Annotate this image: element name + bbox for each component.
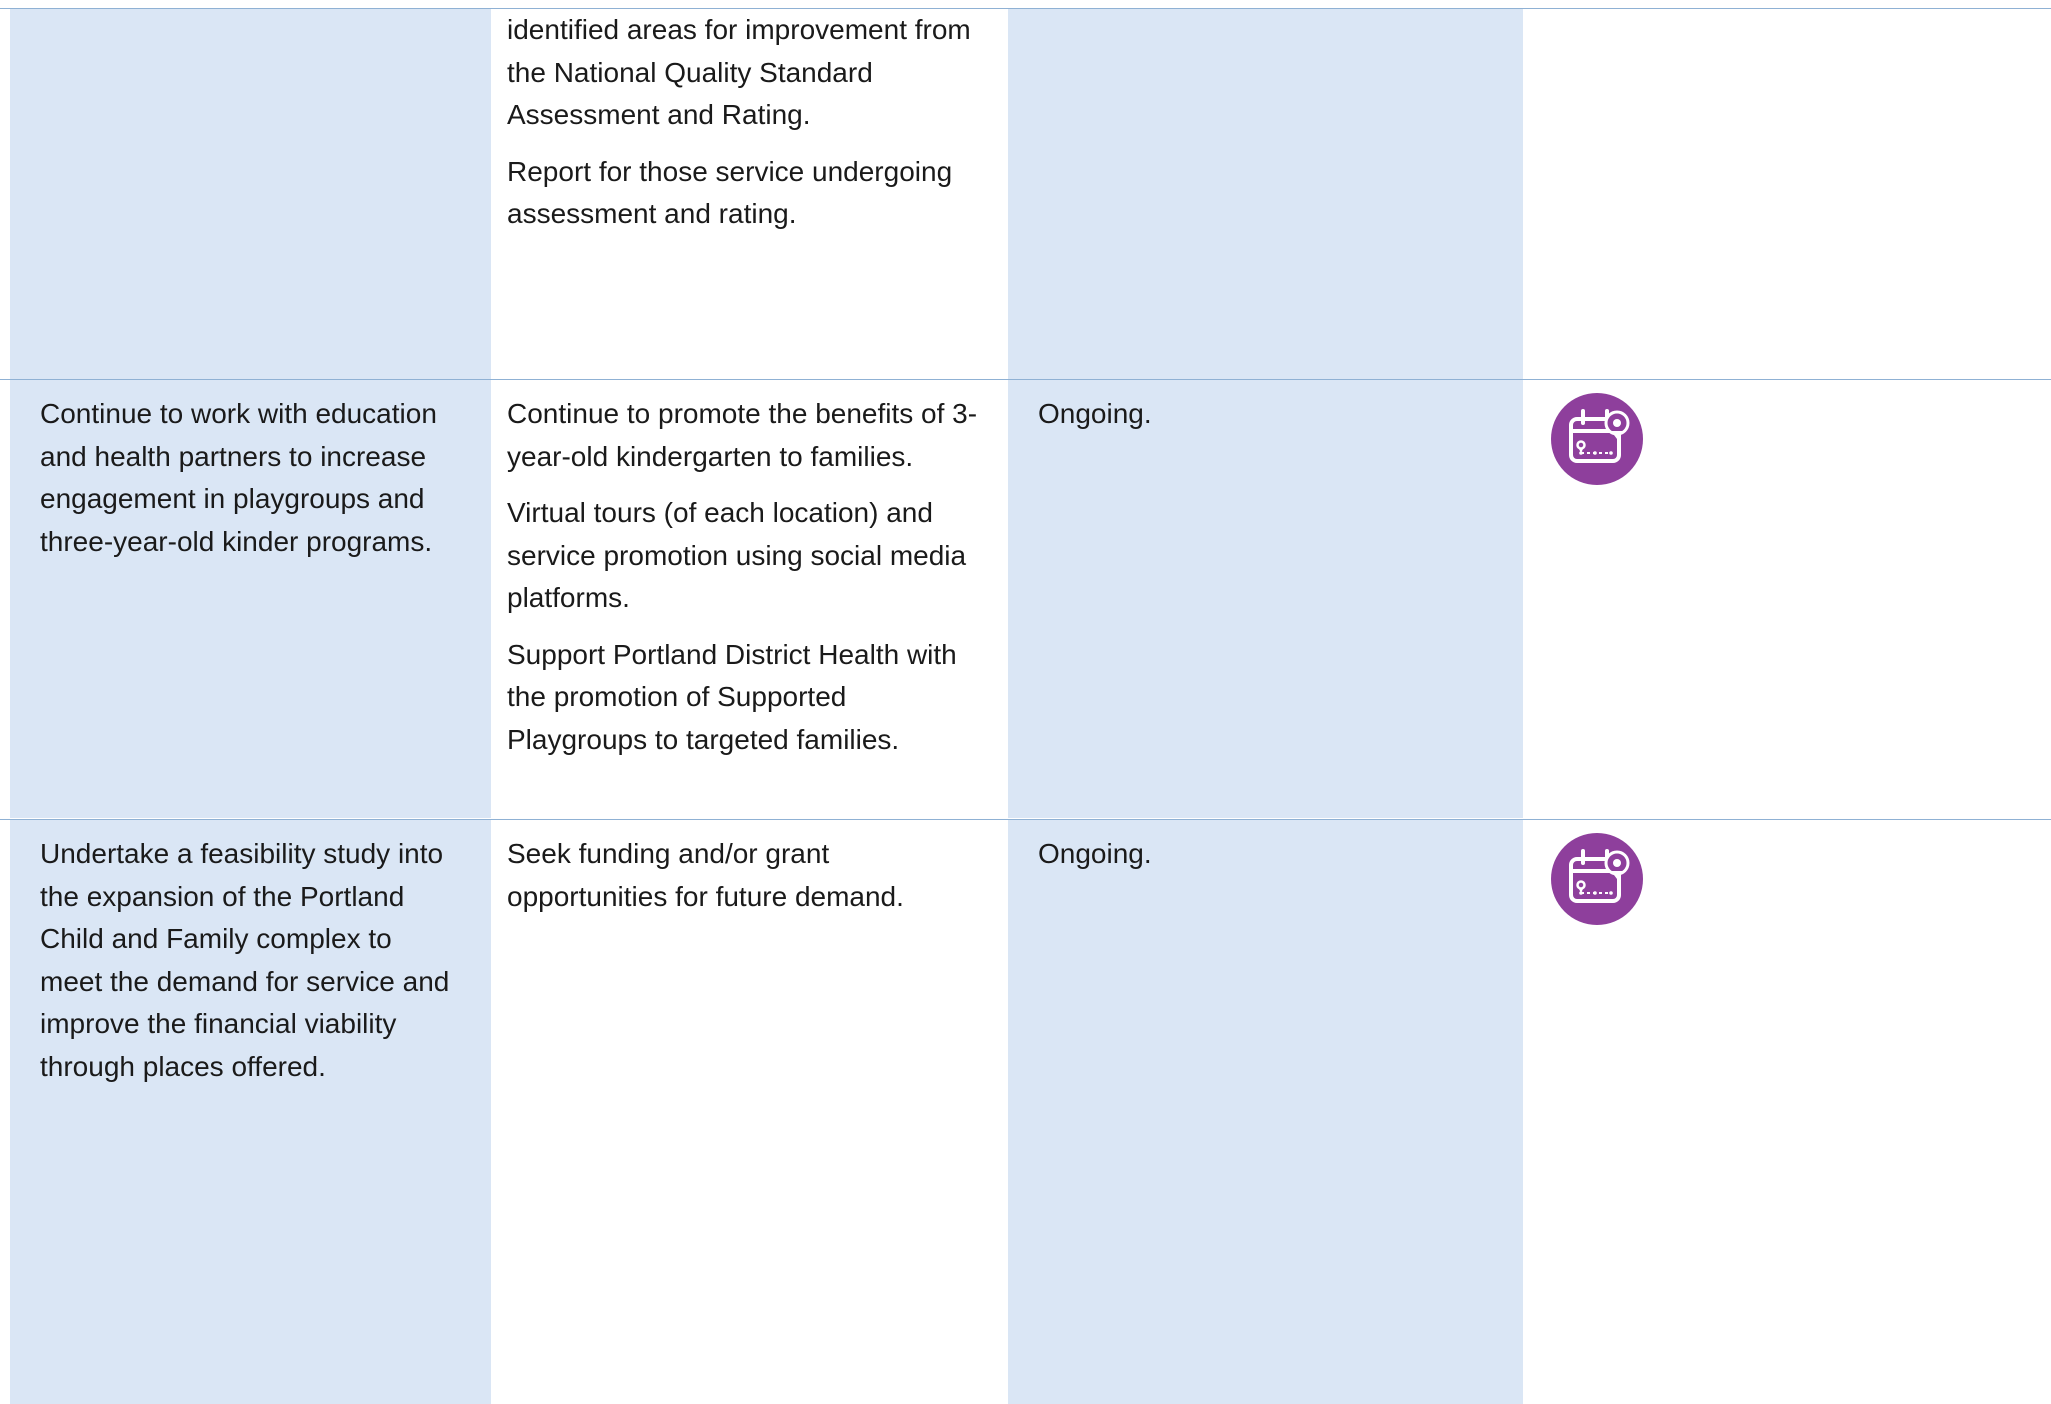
table-row: [0, 9, 2051, 379]
measure-text: Support Portland District Health with the promotion of Supported Playgroups to targeted families.: [507, 638, 957, 755]
calendar-location-icon: [1551, 833, 1643, 925]
action-cell: [10, 820, 491, 1404]
icon-cell: [1523, 820, 2051, 1404]
action-cell: [10, 9, 491, 379]
measure-text: identified areas for improvement from the National Quality Standard Assessment and Rating.: [507, 14, 971, 130]
action-cell: [10, 380, 491, 818]
table-row: [0, 380, 2051, 818]
action-text: Continue to work with education and health partners to increase engagement in playgroups and three-year-old kinder programs.: [40, 398, 437, 557]
measures-cell: [491, 380, 1008, 818]
action-text: Undertake a feasibility study into the expansion of the Portland Child and Family complex to meet the demand for service and improve the financial viability through places offered.: [40, 838, 450, 1082]
table-row: [0, 820, 2051, 1404]
measures-cell: [491, 820, 1008, 1404]
status-cell: [1008, 9, 1523, 379]
icon-cell: [1523, 380, 2051, 818]
measures-cell: [491, 9, 1008, 379]
measure-text: Virtual tours (of each location) and service promotion using social media platforms.: [507, 497, 967, 613]
status-text: Ongoing.: [1038, 398, 1152, 429]
status-cell: [1008, 380, 1523, 818]
measure-text: Seek funding and/or grant opportunities for future demand.: [507, 838, 904, 912]
status-text: Ongoing.: [1038, 838, 1152, 869]
status-cell: [1008, 820, 1523, 1404]
measure-text: Continue to promote the benefits of 3-year-old kindergarten to families.: [507, 398, 978, 472]
measure-text: Report for those service undergoing assessment and rating.: [507, 155, 953, 229]
icon-cell: [1523, 9, 2051, 379]
calendar-location-icon: [1551, 393, 1643, 485]
